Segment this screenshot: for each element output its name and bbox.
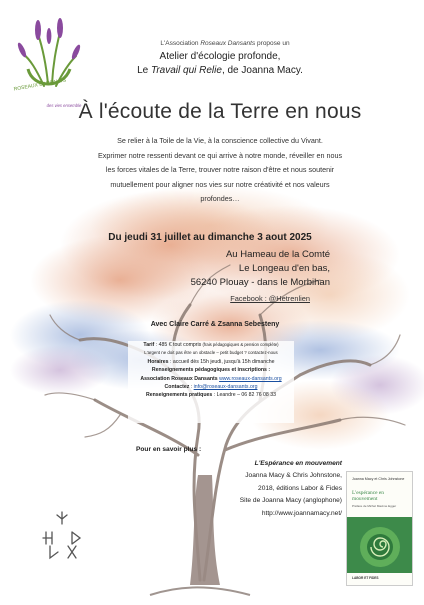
pratiques-line: Renseignements pratiques : Leandre – 06 82 76 08 33 — [145, 392, 277, 399]
intro-text — [25, 134, 415, 207]
facebook-link[interactable]: Facebook : @Hetrenlien — [230, 294, 310, 303]
book-publisher: 2018, éditions Labor & Fides — [258, 484, 342, 492]
tarif-line: Tarif : 485 € tout compris (frais pédagogiques & pension complète) — [143, 342, 279, 348]
more-info-label: Pour en savoir plus : — [136, 446, 202, 453]
book-authors: Joanna Macy & Chris Johnstone, — [245, 472, 342, 480]
assoc-prefix: L'Association — [160, 40, 201, 47]
atelier-prefix: Le — [137, 65, 151, 76]
atelier-line-1: Atelier d'écologie profonde, — [159, 51, 281, 62]
cover-title: L'espérance en mouvement — [352, 490, 384, 502]
facilitators: Avec Claire Carré & Zsanna Sebesteny — [150, 321, 280, 328]
intro-line-5: profondes… — [200, 194, 240, 203]
book-reference — [230, 458, 342, 520]
horaires-line: Horaires : accueil dès 15h jeudi, jusqu'à 15h dimanche — [147, 358, 275, 365]
association-contact-line: Association Roseaux Dansants www.roseaux-dansants.org — [140, 375, 282, 382]
atelier-line-2 — [100, 64, 340, 78]
joanna-macy-site-link[interactable]: http://www.joannamacy.net/ — [261, 509, 342, 517]
tarif-note-line: L'argent ne doit pas être un obstacle – petit budget ? contactez-nous — [144, 350, 278, 356]
atelier-suffix: , de Joanna Macy. — [221, 65, 303, 76]
roseaux-dansants-logo — [8, 14, 88, 114]
place-line-1: Au Hameau de la Comté — [225, 249, 330, 260]
logo-arc-text: ROSEAUX DANSANTS — [13, 77, 67, 93]
cover-publisher: LABOR ET FIDES — [352, 576, 379, 580]
info-box — [128, 341, 294, 423]
place-line-2: Le Longeau d'en bas, — [238, 263, 330, 274]
event-dates: Du jeudi 31 juillet au dimanche 3 aout 2025 — [108, 232, 312, 243]
assoc-suffix: propose un — [255, 40, 290, 47]
page-title: À l'écoute de la Terre en nous — [78, 100, 362, 123]
event-place — [170, 248, 330, 290]
atelier-heading — [100, 50, 340, 78]
contact-email-link[interactable]: info@roseaux-dansants.org — [193, 384, 258, 391]
intro-line-4: mutuellement pour aligner nos vies sur notre créativité et nos valeurs — [110, 179, 330, 189]
association-website-link[interactable]: www.roseaux-dansants.org — [219, 375, 282, 382]
renseignements-heading: Renseignements pédagogiques et inscriptions : — [151, 367, 271, 374]
contact-line: Contactez : info@roseaux-dansants.org — [164, 384, 258, 391]
intro-line-1: Se relier à la Toile de la Vie, à la conscience collective du Vivant. — [117, 136, 323, 145]
joanna-macy-site-label: Site de Joanna Macy (anglophone) — [239, 497, 342, 505]
cover-subtitle: Préface de Michel Maxime Egger — [352, 504, 397, 508]
assoc-name: Roseaux Dansants — [200, 40, 256, 47]
place-line-3: 56240 Plouay - dans le Morbihan — [190, 277, 330, 288]
cover-authors: Joanna Macy et Chris Johnstone — [352, 477, 405, 481]
atelier-title: Travail qui Relie — [150, 65, 222, 76]
logo-tagline: des vies ensemble — [46, 103, 82, 108]
intro-line-3: les forces vitales de la Terre, trouver notre raison d'être et nous soutenir — [105, 165, 335, 174]
book-title: L'Espérance en mouvement — [254, 460, 342, 467]
cover-spiral-icon — [347, 517, 412, 573]
rune-symbols-icon — [40, 510, 84, 560]
intro-line-2: Exprimer notre ressenti devant ce qui arrive à notre monde, réveiller en nous — [97, 150, 343, 160]
book-cover — [346, 471, 413, 586]
association-line — [110, 40, 340, 47]
